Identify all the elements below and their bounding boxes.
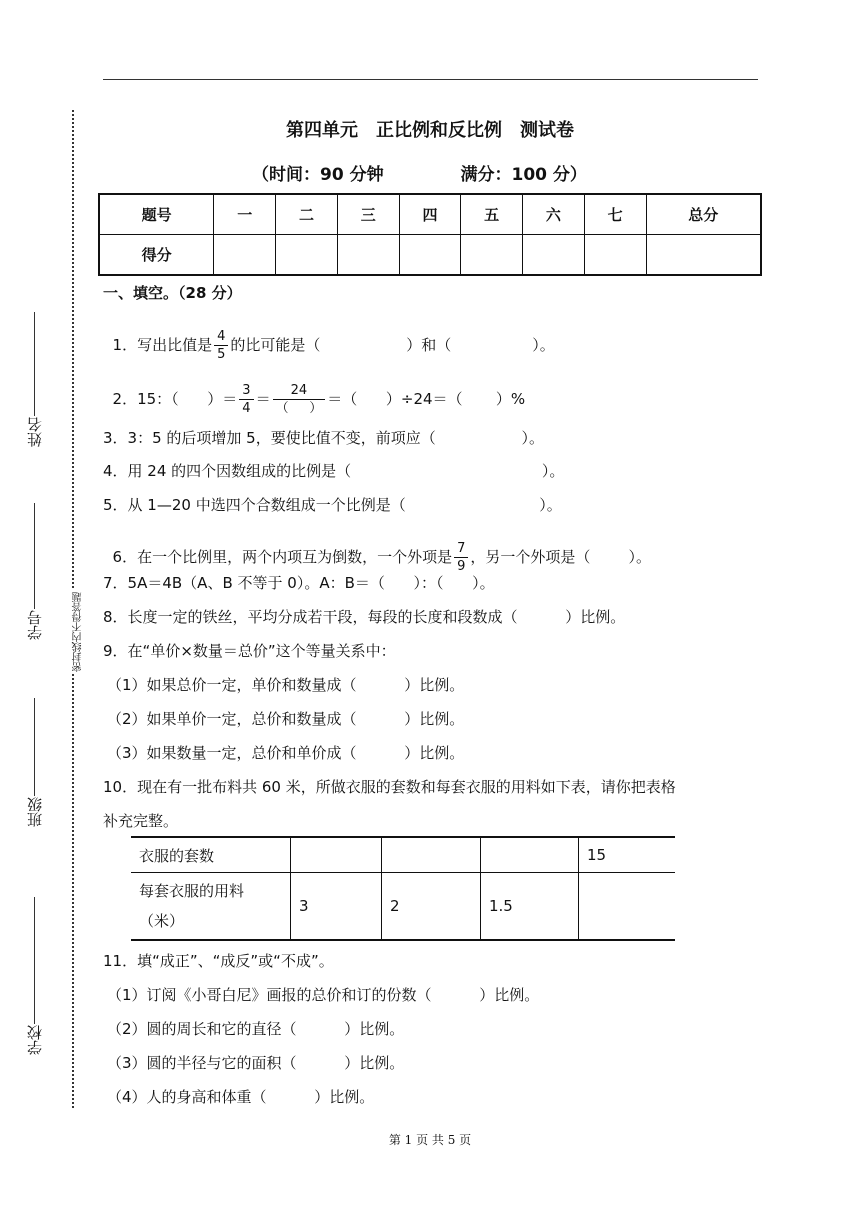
student-id-field[interactable] <box>34 503 35 609</box>
question-4[interactable]: 4．用 24 的四个因数组成的比例是（ ）。 <box>103 462 565 480</box>
blank-cell[interactable] <box>481 837 579 873</box>
value-cell: 1.5 <box>481 873 579 941</box>
score-header-cell: 三 <box>337 194 399 235</box>
score-header-cell: 二 <box>276 194 338 235</box>
blank-cell[interactable] <box>579 873 676 941</box>
score-table <box>98 193 762 276</box>
score-input-cell[interactable] <box>399 235 461 276</box>
score-header-cell: 四 <box>399 194 461 235</box>
question-11-2[interactable]: （2）圆的周长和它的直径（ ）比例。 <box>107 1020 405 1038</box>
value-cell: 2 <box>382 873 481 941</box>
student-id-label: 学号 <box>26 610 44 640</box>
score-row-label: 得分 <box>99 235 214 276</box>
score-table-score-row <box>99 235 761 276</box>
row-label-line-1: 每套衣服的用料 <box>139 882 245 900</box>
question-2 <box>103 364 525 417</box>
question-11-4[interactable]: （4）人的身高和体重（ ）比例。 <box>107 1088 375 1106</box>
q1-text: 1．写出比值是 <box>112 336 213 354</box>
class-field[interactable] <box>34 698 35 796</box>
exam-subtitle: （时间：90 分钟 满分：100 分） <box>252 165 587 185</box>
question-9-2[interactable]: （2）如果单价一定，总价和数量成（ ）比例。 <box>107 710 465 728</box>
score-header-cell: 一 <box>214 194 276 235</box>
q2-numerator-2: 24 <box>273 382 326 400</box>
blank-cell[interactable] <box>382 837 481 873</box>
score-input-cell[interactable] <box>523 235 585 276</box>
q2-text[interactable]: 2．15：（ ）＝ <box>112 390 238 408</box>
q6-text: 6．在一个比例里，两个内项互为倒数，一个外项是 <box>112 548 453 566</box>
score-table-header-row <box>99 194 761 235</box>
score-input-cell[interactable] <box>337 235 399 276</box>
header-rule <box>103 79 758 80</box>
score-input-cell[interactable] <box>584 235 646 276</box>
q1-numerator: 4 <box>214 328 228 346</box>
score-input-cell[interactable] <box>461 235 523 276</box>
question-5[interactable]: 5．从 1—20 中选四个合数组成一个比例是（ ）。 <box>103 496 562 514</box>
question-6 <box>103 522 651 575</box>
school-label: 学校 <box>26 1025 44 1055</box>
q2-denominator-2[interactable]: （ ） <box>275 401 323 416</box>
score-input-cell[interactable] <box>646 235 761 276</box>
question-9-1[interactable]: （1）如果总价一定，单价和数量成（ ）比例。 <box>107 676 465 694</box>
question-11-3[interactable]: （3）圆的半径与它的面积（ ）比例。 <box>107 1054 405 1072</box>
clothing-row-fabric <box>131 873 675 941</box>
q6-numerator: 7 <box>454 540 468 558</box>
question-11-1[interactable]: （1）订阅《小哥白尼》画报的总价和订的份数（ ）比例。 <box>107 986 540 1004</box>
question-10-cont: 补充完整。 <box>103 812 179 830</box>
question-3[interactable]: 3．3：5 的后项增加 5，要使比值不变，前项应（ ）。 <box>103 429 545 447</box>
score-input-cell[interactable] <box>214 235 276 276</box>
q2-equals: ＝ <box>255 390 271 408</box>
score-header-cell: 六 <box>523 194 585 235</box>
q2-answer-text[interactable]: ＝（ ）÷24＝（ ）% <box>327 390 526 408</box>
score-header-cell: 七 <box>584 194 646 235</box>
score-header-cell: 题号 <box>99 194 214 235</box>
q2-fraction-1 <box>239 382 253 417</box>
score-header-cell: 五 <box>461 194 523 235</box>
q6-fraction <box>454 540 468 575</box>
question-10: 10．现在有一批布料共 60 米，所做衣服的套数和每套衣服的用料如下表，请你把表格 <box>103 778 676 796</box>
question-8[interactable]: 8．长度一定的铁丝，平均分成若干段，每段的长度和段数成（ ）比例。 <box>103 608 626 626</box>
row-label-line-2: （米） <box>139 912 185 930</box>
q6-answer-text[interactable]: ，另一个外项是（ ）。 <box>470 548 652 566</box>
q1-denominator: 5 <box>217 347 226 362</box>
blank-cell[interactable] <box>291 837 382 873</box>
clothing-row-sets <box>131 837 675 873</box>
q1-fraction <box>214 328 228 363</box>
name-field[interactable] <box>34 312 35 416</box>
question-1 <box>103 310 555 363</box>
q6-denominator: 9 <box>457 559 466 574</box>
question-9: 9．在“单价×数量＝总价”这个等量关系中： <box>103 642 396 660</box>
value-cell: 3 <box>291 873 382 941</box>
section-heading: 一、填空。（28 分） <box>103 284 242 302</box>
score-header-cell: 总分 <box>646 194 761 235</box>
question-9-3[interactable]: （3）如果数量一定，总价和单价成（ ）比例。 <box>107 744 465 762</box>
page-footer: 第 1 页 共 5 页 <box>388 1133 472 1147</box>
q1-answer-text[interactable]: 的比可能是（ ）和（ ）。 <box>230 336 555 354</box>
score-input-cell[interactable] <box>276 235 338 276</box>
clothing-table <box>131 836 675 941</box>
page-title: 第四单元 正比例和反比例 测试卷 <box>286 120 574 141</box>
question-11: 11．填“成正”、“成反”或“不成”。 <box>103 952 334 970</box>
school-field[interactable] <box>34 897 35 1024</box>
value-cell: 15 <box>579 837 676 873</box>
question-7[interactable]: 7．5A＝4B（A、B 不等于 0）。A：B＝（ ）：（ ）。 <box>103 574 495 592</box>
q2-numerator-1: 3 <box>239 382 253 400</box>
seal-notice: 密封线内不得答题 <box>73 592 84 672</box>
q2-denominator-1: 4 <box>242 401 251 416</box>
row-label <box>131 873 291 941</box>
class-label: 班级 <box>26 797 44 827</box>
q2-fraction-2 <box>273 382 326 417</box>
row-label: 衣服的套数 <box>131 837 291 873</box>
name-label: 姓名 <box>26 417 44 447</box>
